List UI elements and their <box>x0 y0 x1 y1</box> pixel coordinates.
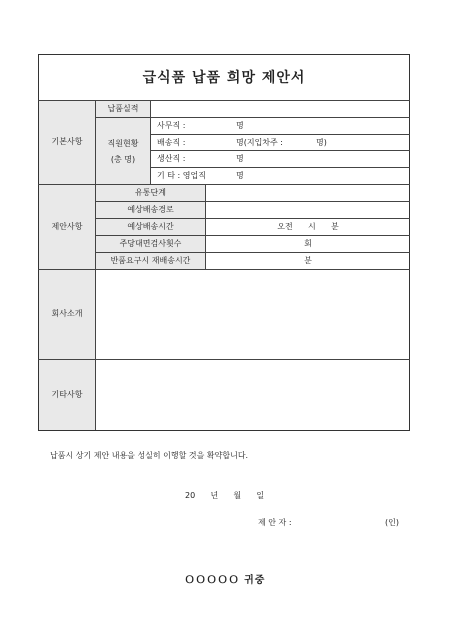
seal-mark: (인) <box>385 518 399 527</box>
proposal-row-label: 유통단계 <box>135 188 166 197</box>
section-basic-label: 기본사항 <box>51 137 83 146</box>
proposal-row-label: 반품요구시 재배송시간 <box>110 256 191 265</box>
proposal-row-label: 주당대면검사횟수 <box>119 239 182 248</box>
staff-total-label: (총 명) <box>110 155 136 164</box>
delivery-staff-unit: 명(지입차주 : <box>236 138 283 147</box>
production-staff-unit: 명 <box>236 154 244 163</box>
other-staff-label: 기 타 : 영업직 <box>157 171 206 180</box>
production-staff-label: 생산직 : <box>157 154 186 163</box>
rule-proposal-bottom <box>38 269 410 270</box>
staff-status-label: 직원현황 <box>107 139 139 148</box>
rule-company-bottom <box>38 359 410 360</box>
rule-basic-divider <box>150 100 151 184</box>
rule-proposal-1 <box>95 201 410 202</box>
other-staff-unit: 명 <box>236 171 244 180</box>
delivery-staff-unit-close: 명) <box>316 138 327 147</box>
recipient-line: ＯＯＯＯＯ 귀중 <box>184 575 266 586</box>
rule-basic-2 <box>150 134 410 135</box>
rule-title-bottom <box>38 100 410 101</box>
date-line: 20 년 월 일 <box>185 491 265 500</box>
rule-basic-3 <box>150 150 410 151</box>
form-title: 급식품 납품 희망 제안서 <box>142 70 306 86</box>
section-label-column <box>39 101 95 430</box>
delivery-staff-label: 배송직 : <box>157 138 186 147</box>
proposal-row-value: 회 <box>304 239 312 248</box>
proposal-row-value: 오전 시 분 <box>277 222 339 231</box>
rule-basic-1 <box>95 117 410 118</box>
proposal-row-label: 예상배송시간 <box>127 222 174 231</box>
delivery-record-label: 납품실적 <box>107 104 139 113</box>
section-company-label: 회사소개 <box>51 309 83 318</box>
rule-proposal-4 <box>95 252 410 253</box>
rule-basic-bottom <box>38 184 410 185</box>
proposal-row-value: 분 <box>304 256 312 265</box>
proposer-label: 제 안 자 : <box>258 518 292 527</box>
office-staff-unit: 명 <box>236 121 244 130</box>
rule-basic-4 <box>150 167 410 168</box>
rule-proposal-2 <box>95 218 410 219</box>
rule-proposal-3 <box>95 235 410 236</box>
office-staff-label: 사무직 : <box>157 121 186 130</box>
commitment-statement: 납품시 상기 제안 내용을 성실히 이행할 것을 확약합니다. <box>50 451 249 460</box>
section-other-label: 기타사항 <box>51 390 83 399</box>
section-proposal-label: 제안사항 <box>51 222 83 231</box>
proposal-row-label: 예상배송경로 <box>127 205 174 214</box>
